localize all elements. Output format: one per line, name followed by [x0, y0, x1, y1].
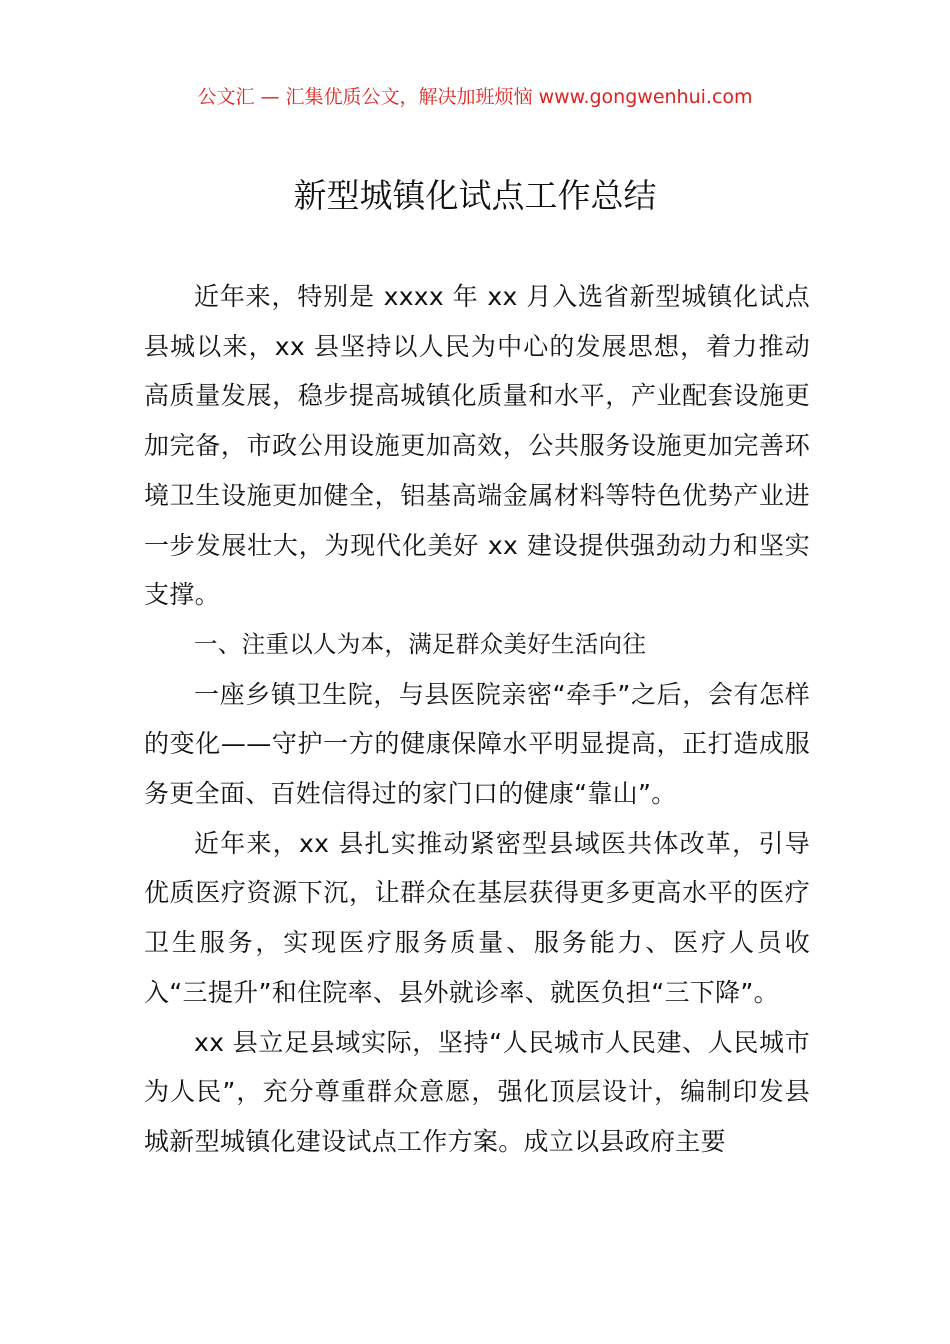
site-banner: 公文汇 — 汇集优质公文，解决加班烦恼 www.gongwenhui.com: [197, 86, 753, 108]
paragraph-county-practice: xx 县立足县域实际，坚持“人民城市人民建、人民城市为人民”，充分尊重群众意愿，强化顶层设计，编制印发县城新型城镇化建设试点工作方案。成立以县政府主要: [144, 1027, 810, 1156]
paragraph-intro: 近年来，特别是 xxxx 年 xx 月入选省新型城镇化试点县城以来，xx 县坚持以人民为中心的发展思想，着力推动高质量发展，稳步提高城镇化质量和水平，产业配套设施更加完备，市政公用设施更加高效，公共服务设施更加完善环境卫生设施更加健全，铝基高端金属材料等特色优势产业进一步发展壮大，为现代化美好 xx 建设提供强劲动力和坚实支撑。: [144, 282, 810, 610]
document-body: [144, 272, 810, 1167]
paragraph-medical-reform: 近年来，xx 县扎实推动紧密型县域医共体改革，引导优质医疗资源下沉，让群众在基层获得更多更高水平的医疗卫生服务，实现医疗服务质量、服务能力、医疗人员收入“三提升”和住院率、县外就诊率、就医负担“三下降”。: [144, 828, 810, 1007]
document-title: 新型城镇化试点工作总结: [293, 176, 657, 215]
paragraph-township-hospital: 一座乡镇卫生院，与县医院亲密“牵手”之后，会有怎样的变化——守护一方的健康保障水平明显提高，正打造成服务更全面、百姓信得过的家门口的健康“靠山”。: [144, 679, 810, 809]
section-heading-1: 一、注重以人为本，满足群众美好生活向往: [194, 629, 647, 658]
